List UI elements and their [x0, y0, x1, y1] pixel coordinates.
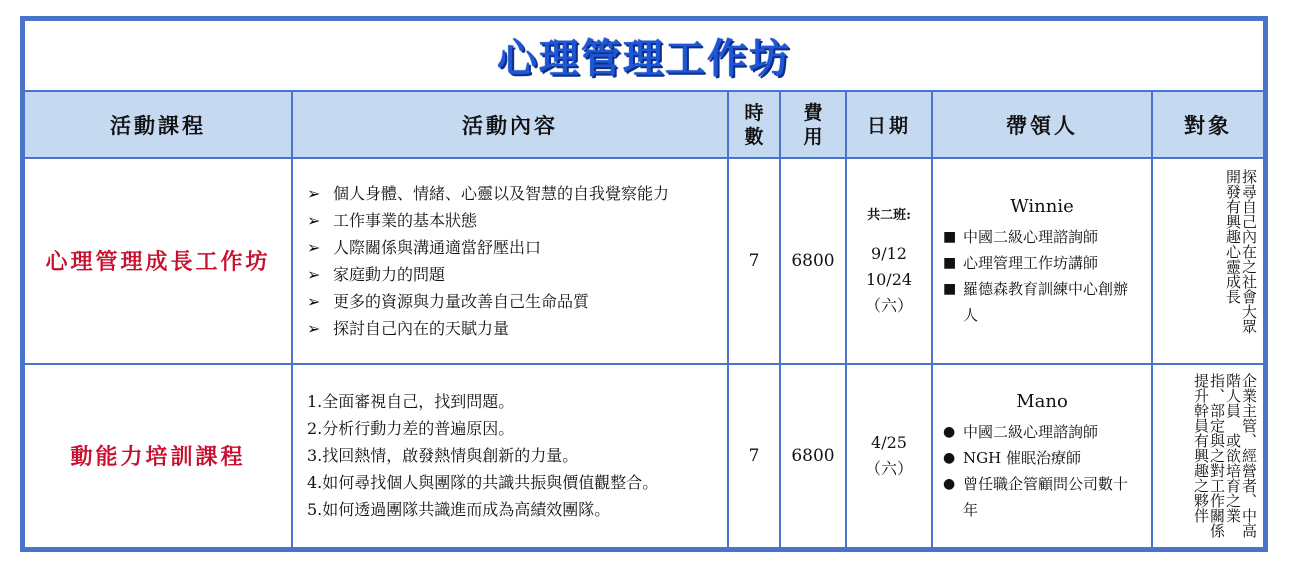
- credential-text: 羅德森教育訓練中心創辦人: [963, 279, 1129, 324]
- table-row: [24, 364, 1264, 548]
- arrow-bullet-icon: ➢: [307, 264, 321, 284]
- header-leader: 帶領人: [932, 91, 1152, 158]
- course-name: 心理管理成長工作坊: [24, 158, 292, 363]
- fee-value: 6800: [780, 158, 846, 363]
- round-bullet-icon: ●: [943, 449, 956, 466]
- leader-cell: [932, 158, 1152, 363]
- hours-value: 7: [728, 364, 780, 548]
- leader-credential: [943, 224, 1141, 250]
- list-item: [307, 288, 717, 315]
- arrow-bullet-icon: ➢: [307, 291, 321, 311]
- title-cell: [24, 20, 1264, 91]
- square-bullet-icon: ■: [943, 228, 957, 245]
- list-item-text: 工作事業的基本狀態: [333, 210, 478, 230]
- date-value: 9/12: [871, 243, 907, 263]
- date-cell: [846, 158, 932, 363]
- fee-value: 6800: [780, 364, 846, 548]
- workshop-table-frame: [20, 16, 1268, 552]
- credential-text: 中國二級心理諮詢師: [963, 422, 1099, 441]
- leader-credential: [943, 250, 1141, 276]
- table-row: [24, 158, 1264, 363]
- arrow-bullet-icon: ➢: [307, 318, 321, 338]
- arrow-bullet-icon: ➢: [307, 210, 321, 230]
- course-content: [292, 158, 728, 363]
- list-item: [307, 261, 717, 288]
- credential-text: 曾任職企管顧問公司數十年: [963, 474, 1129, 519]
- list-item-text: 個人身體、情緒、心靈以及智慧的自我覺察能力: [333, 183, 670, 203]
- date-note: 共二班:: [867, 207, 911, 223]
- header-hours-text: 時數: [744, 101, 764, 148]
- list-item-text: 更多的資源與力量改善自己生命品質: [333, 291, 590, 311]
- header-fee: [780, 91, 846, 158]
- course-content: [292, 364, 728, 548]
- course-name: 動能力培訓課程: [24, 364, 292, 548]
- square-bullet-icon: ■: [943, 254, 957, 271]
- square-bullet-icon: ■: [943, 280, 957, 297]
- target-cell: [1152, 364, 1264, 548]
- header-date: 日期: [846, 91, 932, 158]
- target-cell: [1152, 158, 1264, 363]
- list-item-text: 探討自己內在的天賦力量: [333, 318, 510, 338]
- list-item: 3.找回熱情，啟發熱情與創新的力量。: [307, 446, 579, 466]
- leader-credential: [943, 276, 1141, 328]
- list-item: 2.分析行動力差的普遍原因。: [307, 419, 515, 439]
- leader-cell: [932, 364, 1152, 548]
- date-weekday: （六）: [864, 295, 913, 315]
- leader-name: Mano: [1016, 390, 1068, 412]
- target-text: 探尋自己內在之社會大眾 開發有興趣心靈成長: [1224, 168, 1258, 349]
- leader-name: Winnie: [1010, 195, 1074, 217]
- target-text: 企業主管、經營者、中高階人員 或欲培育之業指、部定與之對工作關係提升幹員有興趣之夥伴: [1192, 372, 1258, 538]
- list-item-text: 家庭動力的問題: [333, 264, 446, 284]
- list-item: [307, 315, 717, 342]
- list-item: [307, 207, 717, 234]
- header-hours: [728, 91, 780, 158]
- leader-credential: [943, 471, 1141, 523]
- leader-credential: [943, 419, 1141, 445]
- list-item-text: 人際關係與溝通適當舒壓出口: [333, 237, 542, 257]
- header-row: [24, 91, 1264, 158]
- list-item: 4.如何尋找個人與團隊的共識共振與價值觀整合。: [307, 473, 659, 493]
- header-fee-text: 費用: [803, 101, 823, 148]
- credential-text: 心理管理工作坊講師: [963, 253, 1099, 272]
- header-content: 活動內容: [292, 91, 728, 158]
- credential-text: NGH 催眠治療師: [963, 448, 1081, 467]
- round-bullet-icon: ●: [943, 475, 956, 492]
- date-cell: [846, 364, 932, 548]
- page-title: 心理管理工作坊: [497, 36, 791, 83]
- header-course: 活動課程: [24, 91, 292, 158]
- arrow-bullet-icon: ➢: [307, 237, 321, 257]
- date-value: 4/25: [871, 432, 907, 452]
- list-item: 1.全面審視自己，找到問題。: [307, 392, 515, 412]
- header-target: 對象: [1152, 91, 1264, 158]
- credential-text: 中國二級心理諮詢師: [963, 227, 1099, 246]
- date-value: 10/24: [865, 269, 913, 289]
- round-bullet-icon: ●: [943, 423, 956, 440]
- list-item: 5.如何透過團隊共識進而成為高績效團隊。: [307, 500, 611, 520]
- workshop-table: [23, 19, 1265, 549]
- leader-credential: [943, 445, 1141, 471]
- hours-value: 7: [728, 158, 780, 363]
- arrow-bullet-icon: ➢: [307, 183, 321, 203]
- list-item: [307, 180, 717, 207]
- list-item: [307, 234, 717, 261]
- date-weekday: （六）: [864, 458, 913, 478]
